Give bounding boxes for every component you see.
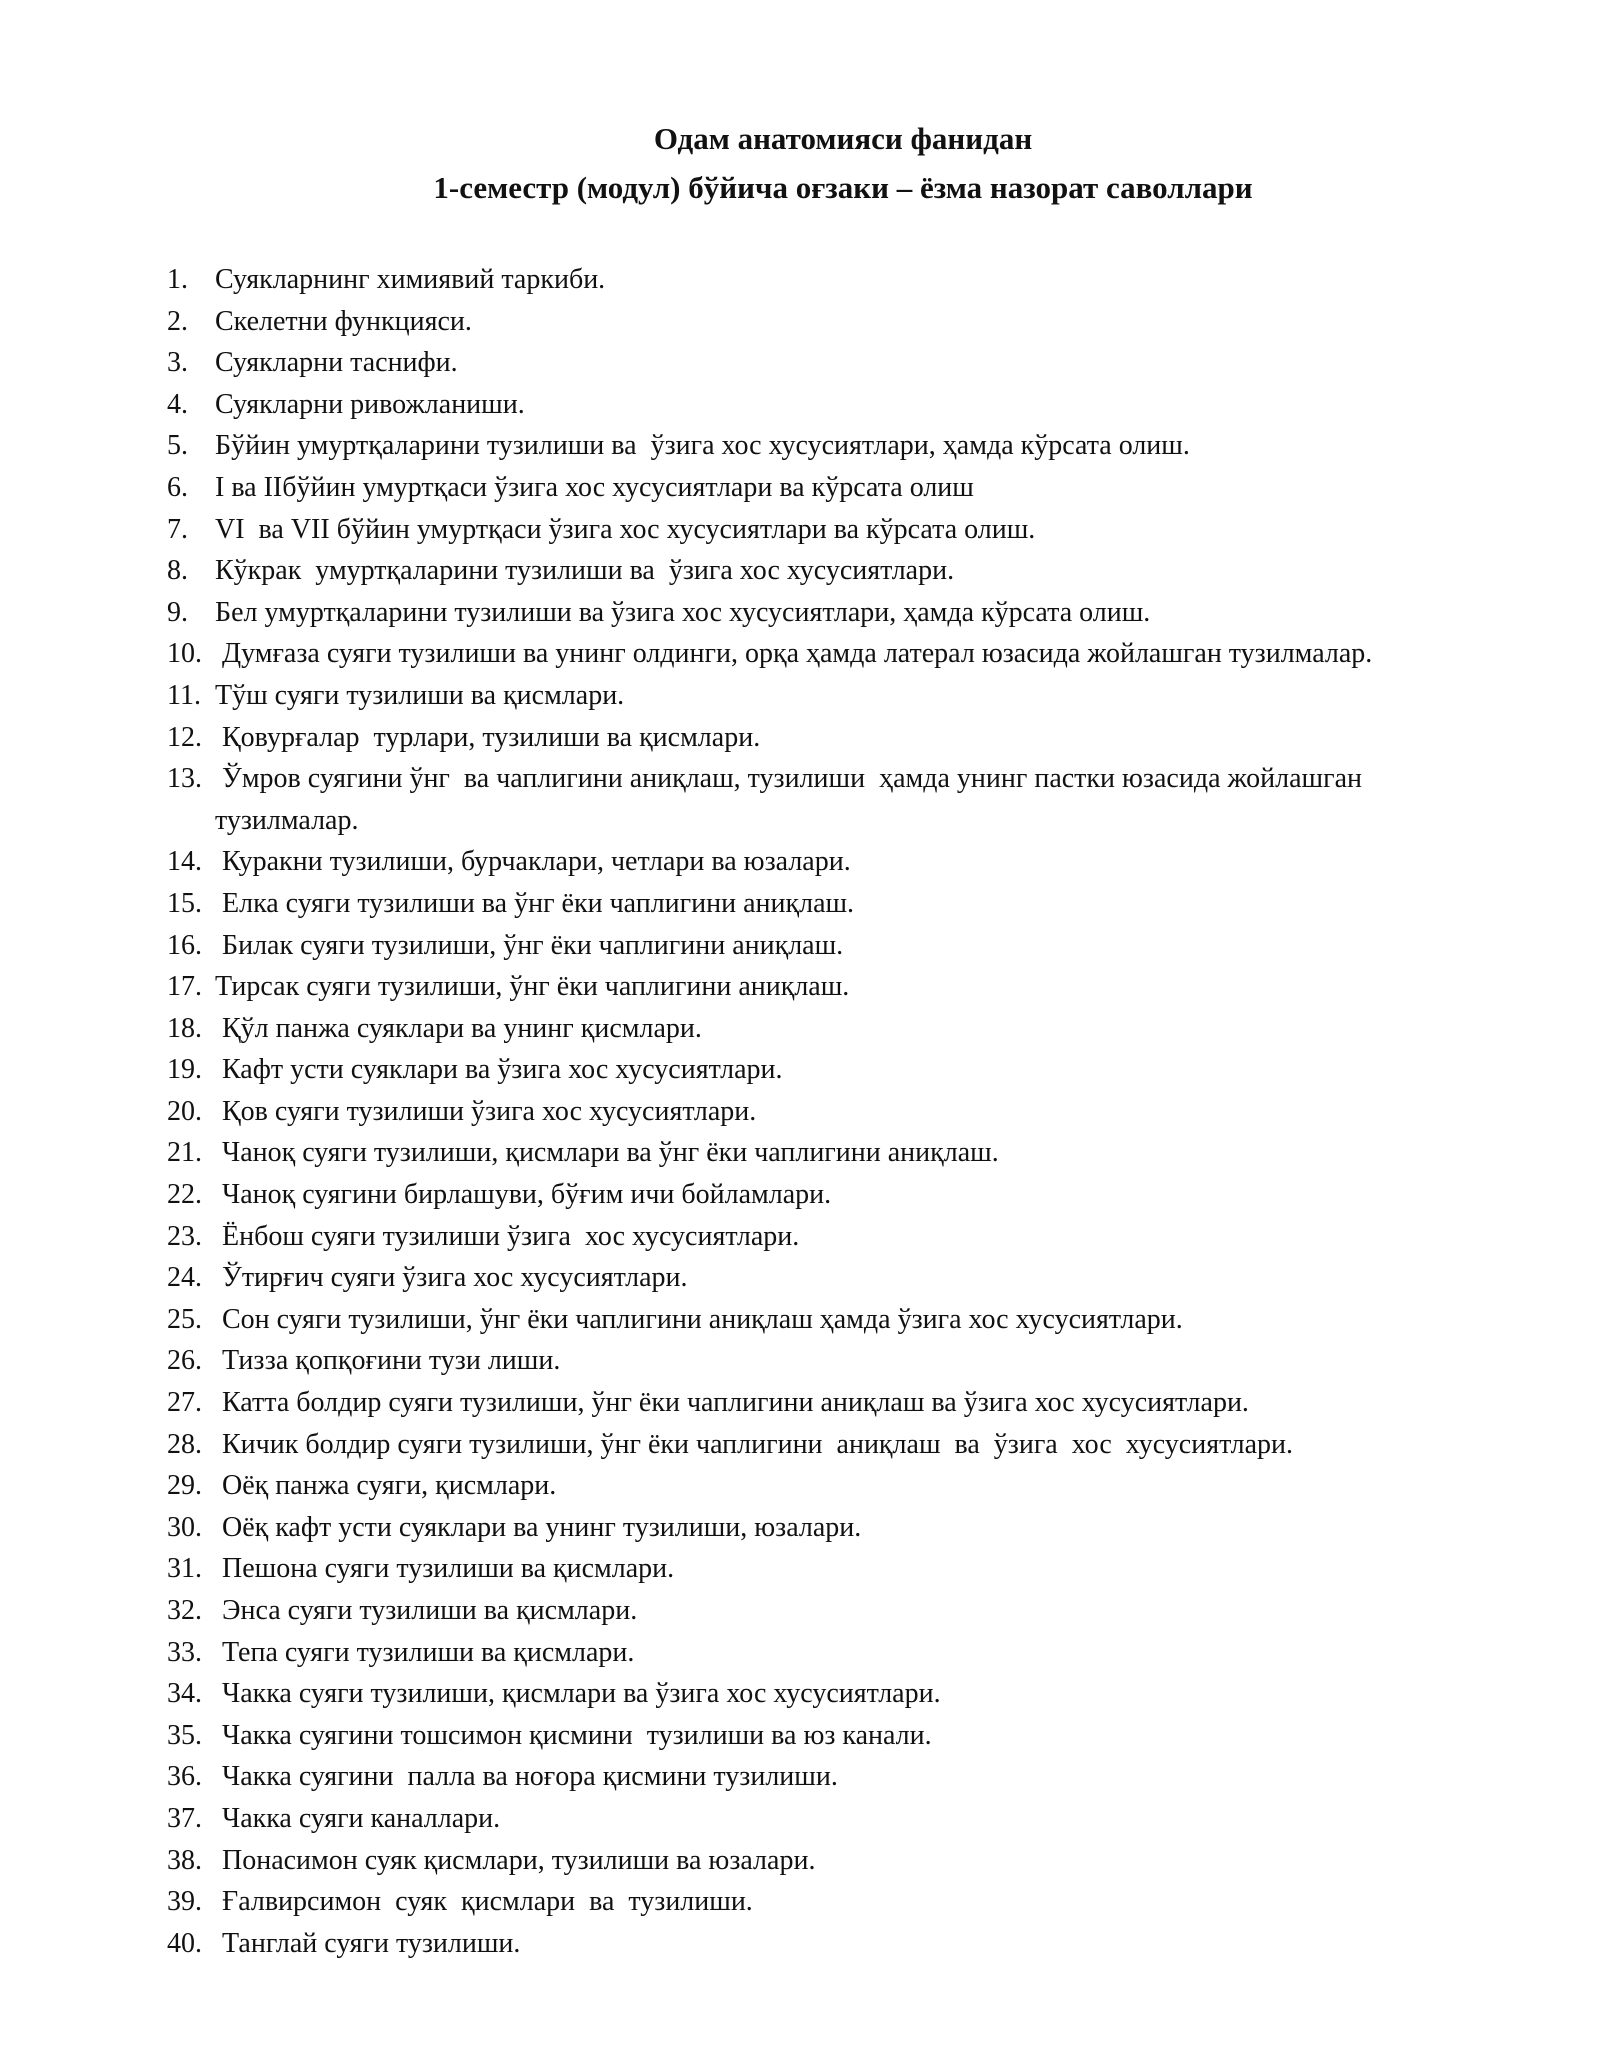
question-number: 27. [167, 1387, 202, 1419]
question-item [167, 1590, 1457, 1632]
question-item [167, 425, 1457, 467]
question-item [167, 509, 1457, 551]
question-text: Бел умуртқаларини тузилиши ва ўзига хос хусусиятлари, ҳамда кўрсата олиш. [215, 596, 1151, 628]
question-item [167, 758, 1457, 841]
question-text: Қов суяги тузилиши ўзига хос хусусиятлари. [215, 1095, 757, 1127]
question-item [167, 1632, 1457, 1674]
question-number: 15. [167, 887, 202, 919]
question-text: Катта болдир суяги тузилиши, ўнг ёки чаплигини аниқлаш ва ўзига хос хусусиятлари. [215, 1387, 1249, 1419]
question-number: 32. [167, 1595, 202, 1626]
question-item [167, 1881, 1457, 1923]
question-item [167, 550, 1457, 592]
question-text: Ғалвирсимон суяк қисмлари ва тузилиши. [215, 1886, 753, 1918]
question-item [167, 717, 1457, 759]
question-number: 24. [167, 1262, 202, 1294]
question-text: VI ва VII бўйин умуртқаси ўзига хос хусусиятлари ва кўрсата олиш. [215, 513, 1036, 545]
question-item [167, 1548, 1457, 1590]
question-number: 3. [167, 347, 188, 379]
question-item [167, 259, 1457, 301]
question-item [167, 841, 1457, 883]
question-number: 17. [167, 971, 202, 1003]
question-text: Чакка суяги каналлари. [215, 1802, 501, 1834]
question-text: Скелетни функцияси. [215, 305, 472, 337]
question-item [167, 675, 1457, 717]
question-item [167, 342, 1457, 384]
question-text: Понасимон суяк қисмлари, тузилиши ва юзалари. [215, 1844, 816, 1876]
question-text: Ўмров суягини ўнг ва чаплигини аниқлаш, тузилиши ҳамда унинг пастки юзасида жойлашган тузилмалар. [215, 763, 1369, 836]
question-number: 21. [167, 1137, 202, 1169]
question-number: 23. [167, 1220, 202, 1252]
question-item [167, 1798, 1457, 1840]
question-text: Ўтирғич суяги ўзига хос хусусиятлари. [215, 1262, 688, 1294]
question-text: Қовурғалар турлари, тузилиши ва қисмлари. [215, 721, 761, 753]
question-text: Ёнбош суяги тузилиши ўзига хос хусусиятлари. [215, 1220, 800, 1252]
question-item [167, 1715, 1457, 1757]
question-number: 6. [167, 471, 188, 503]
question-text: Оёқ панжа суяги, қисмлари. [215, 1470, 557, 1502]
question-item [167, 1216, 1457, 1258]
question-text: Кафт усти суяклари ва ўзига хос хусусиятлари. [215, 1054, 783, 1086]
question-number: 36. [167, 1761, 202, 1793]
question-number: 29. [167, 1470, 202, 1502]
question-text: Тирсак суяги тузилиши, ўнг ёки чаплигини аниқлаш. [215, 971, 850, 1003]
question-number: 16. [167, 929, 202, 961]
question-number: 13. [167, 763, 202, 795]
question-text: Энса суяги тузилиши ва қисмлари. [215, 1595, 638, 1626]
question-text: Сон суяги тузилиши, ўнг ёки чаплигини аниқлаш ҳамда ўзига хос хусусиятлари. [215, 1303, 1183, 1335]
question-number: 38. [167, 1844, 202, 1876]
question-item [167, 925, 1457, 967]
question-item [167, 1923, 1457, 1965]
question-text: Танглай суяги тузилиши. [215, 1927, 521, 1959]
question-text: Суякларни ривожланиши. [215, 388, 525, 420]
question-number: 2. [167, 305, 188, 337]
question-number: 4. [167, 388, 188, 420]
question-text: Кўкрак умуртқаларини тузилиши ва ўзига хос хусусиятлари. [215, 555, 955, 587]
question-number: 37. [167, 1802, 202, 1834]
question-text: Чаноқ суяги тузилиши, қисмлари ва ўнг ёки чаплигини аниқлаш. [215, 1137, 999, 1169]
question-item [167, 1008, 1457, 1050]
question-text: Тепа суяги тузилиши ва қисмлари. [215, 1636, 635, 1668]
question-number: 25. [167, 1303, 202, 1335]
question-number: 9. [167, 596, 188, 628]
question-number: 26. [167, 1345, 202, 1377]
question-number: 31. [167, 1553, 202, 1585]
question-text: Чакка суяги тузилиши, қисмлари ва ўзига хос хусусиятлари. [215, 1678, 941, 1710]
question-text: I ва IIбўйин умуртқаси ўзига хос хусусиятлари ва кўрсата олиш [215, 471, 974, 503]
question-number: 14. [167, 846, 202, 878]
question-text: Кичик болдир суяги тузилиши, ўнг ёки чаплигини аниқлаш ва ўзига хос хусусиятлари. [215, 1428, 1293, 1460]
question-number: 7. [167, 513, 188, 545]
question-text: Тўш суяги тузилиши ва қисмлари. [215, 679, 625, 711]
question-number: 1. [167, 264, 188, 295]
question-item [167, 1340, 1457, 1382]
question-number: 35. [167, 1719, 202, 1751]
question-number: 20. [167, 1095, 202, 1127]
question-item [167, 1299, 1457, 1341]
question-number: 18. [167, 1012, 202, 1044]
question-item [167, 1091, 1457, 1133]
question-number: 40. [167, 1927, 202, 1959]
question-item [167, 883, 1457, 925]
question-number: 11. [167, 679, 201, 711]
question-item [167, 1257, 1457, 1299]
question-item [167, 467, 1457, 509]
question-item [167, 384, 1457, 426]
question-text: Билак суяги тузилиши, ўнг ёки чаплигини аниқлаш. [215, 929, 844, 961]
question-item [167, 1382, 1457, 1424]
question-number: 5. [167, 430, 188, 462]
question-text: Елка суяги тузилиши ва ўнг ёки чаплигини аниқлаш. [215, 887, 855, 919]
question-text: Чакка суягини тошсимон қисмини тузилиши ва юз канали. [215, 1719, 932, 1751]
question-item [167, 1132, 1457, 1174]
question-text: Суякларнинг химиявий таркиби. [215, 264, 606, 295]
question-text: Куракни тузилиши, бурчаклари, четлари ва юзалари. [215, 846, 851, 878]
question-text: Думғаза суяги тузилиши ва унинг олдинги, орқа ҳамда латерал юзасида жойлашган тузилмалар. [215, 638, 1373, 670]
question-number: 33. [167, 1636, 202, 1668]
question-item [167, 1174, 1457, 1216]
question-text: Оёқ кафт усти суяклари ва унинг тузилиши, юзалари. [215, 1511, 862, 1543]
question-item [167, 592, 1457, 634]
question-item [167, 1673, 1457, 1715]
question-number: 22. [167, 1179, 202, 1211]
question-item [167, 1424, 1457, 1466]
question-item [167, 301, 1457, 343]
question-number: 34. [167, 1678, 202, 1710]
question-text: Чаноқ суягини бирлашуви, бўғим ичи бойламлари. [215, 1179, 832, 1211]
question-number: 12. [167, 721, 202, 753]
question-number: 8. [167, 555, 188, 587]
question-number: 39. [167, 1886, 202, 1918]
question-item [167, 1507, 1457, 1549]
document-title-line1: Одам анатомияси фанидан [653, 121, 1033, 156]
question-number: 10. [167, 638, 202, 670]
question-item [167, 1049, 1457, 1091]
question-text: Тизза қопқоғини тузи лиши. [215, 1345, 561, 1377]
document-title-line2: 1-семестр (модул) бўйича оғзаки – ёзма назорат саволлари [433, 170, 1253, 205]
question-item [167, 1840, 1457, 1882]
question-item [167, 966, 1457, 1008]
question-list [167, 259, 1457, 1964]
question-number: 30. [167, 1511, 202, 1543]
question-text: Пешона суяги тузилиши ва қисмлари. [215, 1553, 675, 1585]
question-number: 28. [167, 1428, 202, 1460]
question-text: Чакка суягини палла ва ноғора қисмини тузилиши. [215, 1761, 838, 1793]
question-text: Қўл панжа суяклари ва унинг қисмлари. [215, 1012, 702, 1044]
question-text: Суякларни таснифи. [215, 347, 458, 379]
question-text: Бўйин умуртқаларини тузилиши ва ўзига хос хусусиятлари, ҳамда кўрсата олиш. [215, 430, 1190, 462]
question-item [167, 633, 1457, 675]
question-number: 19. [167, 1054, 202, 1086]
question-item [167, 1756, 1457, 1798]
question-item [167, 1465, 1457, 1507]
